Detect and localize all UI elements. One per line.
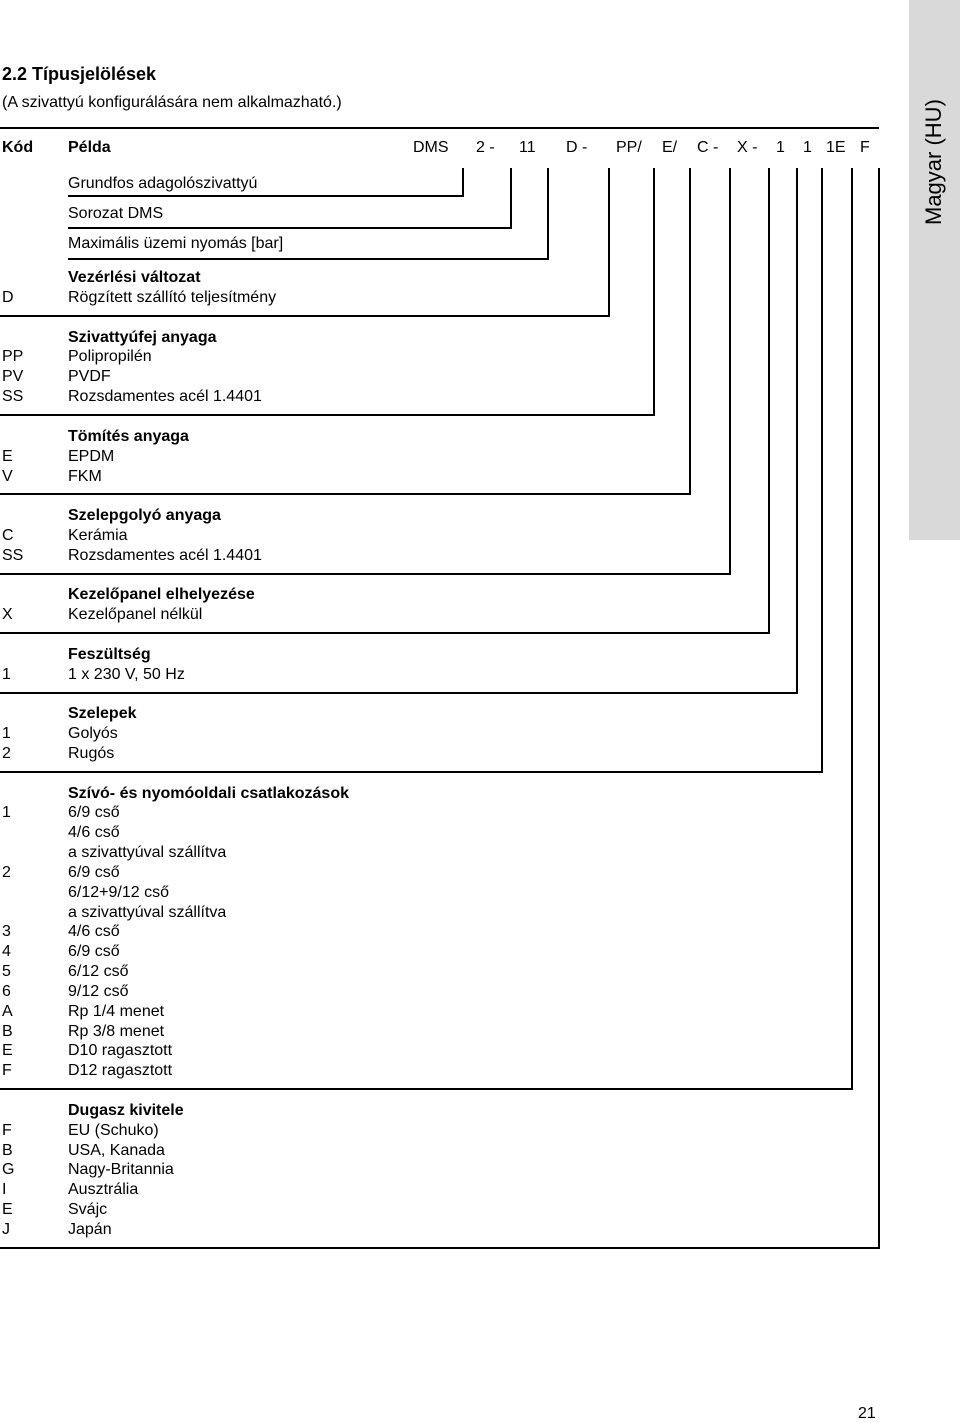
item-desc: Rögzített szállító teljesítmény: [68, 289, 277, 306]
item-desc: FKM: [68, 468, 102, 485]
connector-v-3: [547, 168, 549, 260]
connector-v-5: [653, 168, 655, 416]
connector-h-4: [0, 315, 610, 317]
example-code-head: PP/: [616, 139, 642, 156]
item-code: PV: [2, 368, 24, 385]
item-desc: 6/9 cső: [68, 804, 120, 821]
item-desc: a szivattyúval szállítva: [68, 844, 227, 861]
connector-v-7: [729, 168, 731, 575]
item-code: 2: [2, 864, 11, 881]
connector-h-3: [68, 258, 549, 260]
item-code: 2: [2, 745, 11, 762]
section-subtitle: (A szivattyú konfigurálására nem alkalmazható.): [2, 94, 342, 111]
example-code-series: 2 -: [476, 139, 495, 156]
page-number: 21: [858, 1405, 876, 1422]
item-desc: Sorozat DMS: [68, 205, 164, 222]
item-desc: 1 x 230 V, 50 Hz: [68, 666, 185, 683]
item-desc: 9/12 cső: [68, 983, 129, 1000]
item-code: 6: [2, 983, 11, 1000]
item-desc: Rozsdamentes acél 1.4401: [68, 547, 262, 564]
example-code-voltage: 1: [776, 139, 785, 156]
item-desc: Grundfos adagolószivattyú: [68, 175, 258, 192]
item-code: E: [2, 1042, 13, 1059]
item-desc: a szivattyúval szállítva: [68, 904, 227, 921]
example-code-pressure: 11: [519, 139, 536, 156]
item-desc: Rp 3/8 menet: [68, 1023, 165, 1040]
example-code-ball: C -: [697, 139, 719, 156]
item-code: F: [2, 1062, 12, 1079]
example-code-control: D -: [566, 139, 588, 156]
connector-v-9: [796, 168, 798, 694]
item-desc: Kezelőpanel nélkül: [68, 606, 203, 623]
item-code: 4: [2, 943, 11, 960]
item-desc: 4/6 cső: [68, 824, 120, 841]
connector-h-12: [0, 1247, 880, 1249]
item-desc: 4/6 cső: [68, 923, 120, 940]
item-code: 3: [2, 923, 11, 940]
connector-h-10: [0, 771, 823, 773]
item-desc: 6/12 cső: [68, 963, 129, 980]
item-desc: EU (Schuko): [68, 1122, 159, 1139]
connector-v-12: [878, 168, 880, 1249]
connector-h-9: [0, 692, 798, 694]
header-pelda: Példa: [68, 139, 111, 156]
item-desc: Golyós: [68, 725, 118, 742]
example-code-valve: 1: [803, 139, 812, 156]
language-side-tab: [909, 0, 960, 540]
connector-h-11: [0, 1088, 853, 1090]
header-top-rule: [0, 127, 879, 129]
header-kod: Kód: [2, 139, 34, 156]
language-label: Magyar (HU): [921, 99, 946, 225]
item-code: SS: [2, 547, 24, 564]
item-code: C: [2, 527, 14, 544]
item-code: V: [2, 468, 13, 485]
connector-h-2: [68, 227, 512, 229]
connector-v-8: [768, 168, 770, 634]
item-code: B: [2, 1023, 13, 1040]
example-code-gasket: E/: [662, 139, 678, 156]
item-desc: Ausztrália: [68, 1181, 139, 1198]
item-desc: Svájc: [68, 1201, 108, 1218]
item-code: F: [2, 1122, 12, 1139]
item-desc: D12 ragasztott: [68, 1062, 173, 1079]
item-code: D: [2, 289, 14, 306]
connector-v-1: [462, 168, 464, 197]
item-desc: Maximális üzemi nyomás [bar]: [68, 235, 284, 252]
item-desc: Rp 1/4 menet: [68, 1003, 165, 1020]
item-desc: EPDM: [68, 448, 115, 465]
item-desc: 6/9 cső: [68, 864, 120, 881]
connector-v-4: [608, 168, 610, 317]
item-code: X: [2, 606, 13, 623]
item-code: 1: [2, 725, 11, 742]
item-code: E: [2, 1201, 13, 1218]
item-code: J: [2, 1221, 10, 1238]
example-code-plug: F: [860, 139, 870, 156]
item-desc: PVDF: [68, 368, 111, 385]
item-code: 1: [2, 804, 11, 821]
item-desc: 6/12+9/12 cső: [68, 884, 169, 901]
item-code: SS: [2, 388, 24, 405]
connector-v-6: [689, 168, 691, 495]
connector-h-8: [0, 632, 770, 634]
item-desc: Rozsdamentes acél 1.4401: [68, 388, 262, 405]
item-desc: Nagy-Britannia: [68, 1161, 174, 1178]
item-code: I: [2, 1181, 7, 1198]
section-title: 2.2 Típusjelölések: [2, 64, 157, 84]
connector-h-7: [0, 573, 731, 575]
connector-v-10: [821, 168, 823, 773]
item-desc: Rugós: [68, 745, 115, 762]
item-code: 1: [2, 666, 11, 683]
connector-h-1: [68, 195, 464, 197]
connector-v-11: [851, 168, 853, 1090]
item-code: A: [2, 1003, 13, 1020]
connector-h-5: [0, 414, 655, 416]
item-code: B: [2, 1142, 13, 1159]
item-desc: USA, Kanada: [68, 1142, 165, 1159]
item-code: 5: [2, 963, 11, 980]
item-code: PP: [2, 348, 24, 365]
example-code-dms: DMS: [413, 139, 449, 156]
example-code-panel: X -: [737, 139, 758, 156]
item-code: E: [2, 448, 13, 465]
connector-v-2: [510, 168, 512, 229]
connector-h-6: [0, 493, 691, 495]
item-desc: Kerámia: [68, 527, 128, 544]
item-desc: Japán: [68, 1221, 112, 1238]
item-desc: Polipropilén: [68, 348, 152, 365]
item-desc: D10 ragasztott: [68, 1042, 173, 1059]
example-code-connection: 1E: [826, 139, 846, 156]
item-code: G: [2, 1161, 15, 1178]
item-desc: 6/9 cső: [68, 943, 120, 960]
